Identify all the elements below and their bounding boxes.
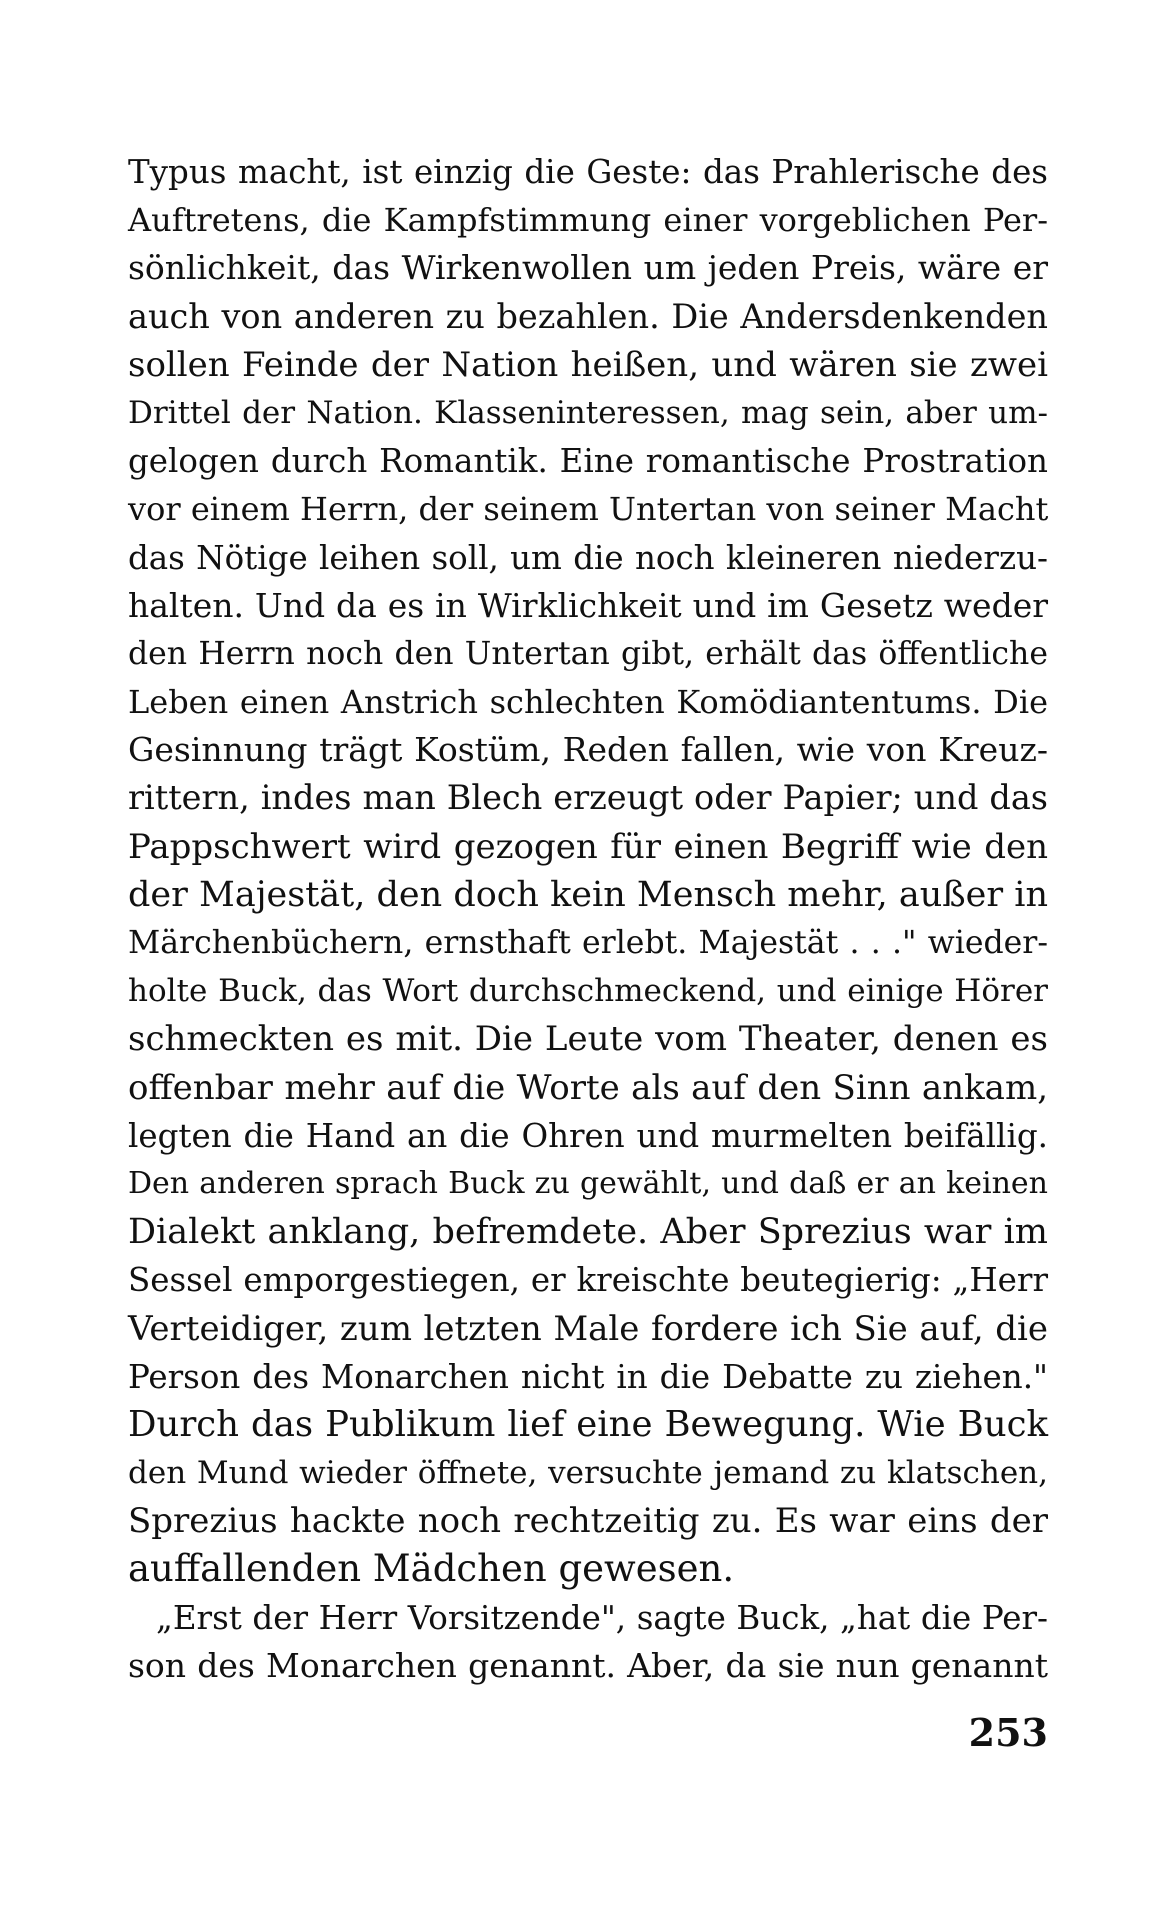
text-line: holte Buck, das Wort durchschmeckend, und einige Hörer (128, 973, 1048, 1010)
text-line: Dialekt anklang, befremdete. Aber Sprezius war im (128, 1212, 1048, 1253)
text-line: legten die Hand an die Ohren und murmelten beifällig. (128, 1116, 1048, 1155)
text-line: „Erst der Herr Vorsitzende", sagte Buck, „hat die Per- (156, 1598, 1048, 1637)
text-line: Person des Monarchen nicht in die Debatte zu ziehen." (128, 1357, 1048, 1396)
text-line: Typus macht, ist einzig die Geste: das Prahlerische des (128, 153, 1048, 191)
text-line: son des Monarchen genannt. Aber, da sie nun genannt (128, 1645, 1048, 1685)
text-line: gelogen durch Romantik. Eine romantische Prostration (128, 442, 1048, 481)
text-line: auffallenden Mädchen gewesen. (128, 1547, 735, 1591)
text-line: der Majestät, den doch kein Mensch mehr, außer in (128, 874, 1048, 915)
page-number: 253 (968, 1710, 1048, 1755)
text-line: schmeckten es mit. Die Leute vom Theater, denen es (128, 1019, 1048, 1060)
text-line: Auftretens, die Kampfstimmung einer vorgeblichen Per- (128, 201, 1048, 240)
text-line: Märchenbüchern, ernsthaft erlebt. Majestät . . ." wieder- (128, 925, 1048, 961)
text-line: Drittel der Nation. Klasseninteressen, mag sein, aber um- (128, 394, 1048, 431)
text-line: Verteidiger, zum letzten Male fordere ich Sie auf, die (128, 1308, 1048, 1349)
text-line: vor einem Herrn, der seinem Untertan von seiner Macht (128, 490, 1049, 529)
text-line: Durch das Publikum lief eine Bewegung. Wie Buck (128, 1403, 1048, 1445)
text-line: den Mund wieder öffnete, versuchte jemand zu klatschen, (128, 1455, 1048, 1492)
text-line: sollen Feinde der Nation heißen, und wären sie zwei (128, 344, 1048, 385)
text-line: Gesinnung trägt Kostüm, Reden fallen, wie von Kreuz- (128, 730, 1048, 770)
text-line: Den anderen sprach Buck zu gewählt, und daß er an keinen (128, 1165, 1048, 1201)
text-line: das Nötige leihen soll, um die noch kleineren niederzu- (128, 538, 1048, 577)
text-line: Sessel emporgestiegen, er kreischte beutegierig: „Herr (128, 1261, 1048, 1300)
text-line: Leben einen Anstrich schlechten Komödiantentums. Die (128, 683, 1048, 722)
body-text (128, 148, 1048, 1690)
text-line: rittern, indes man Blech erzeugt oder Papier; und das (128, 778, 1048, 818)
text-line: auch von anderen zu bezahlen. Die Andersdenkenden (128, 296, 1048, 336)
text-line: halten. Und da es in Wirklichkeit und im Gesetz weder (128, 585, 1048, 625)
text-line: Pappschwert wird gezogen für einen Begriff wie den (128, 826, 1048, 867)
text-line: Sprezius hackte noch rechtzeitig zu. Es war eins der (128, 1501, 1048, 1542)
text-line: offenbar mehr auf die Worte als auf den Sinn ankam, (128, 1067, 1048, 1108)
text-line: sönlichkeit, das Wirkenwollen um jeden Preis, wäre er (128, 248, 1048, 288)
text-line: den Herrn noch den Untertan gibt, erhält das öffentliche (128, 635, 1048, 672)
